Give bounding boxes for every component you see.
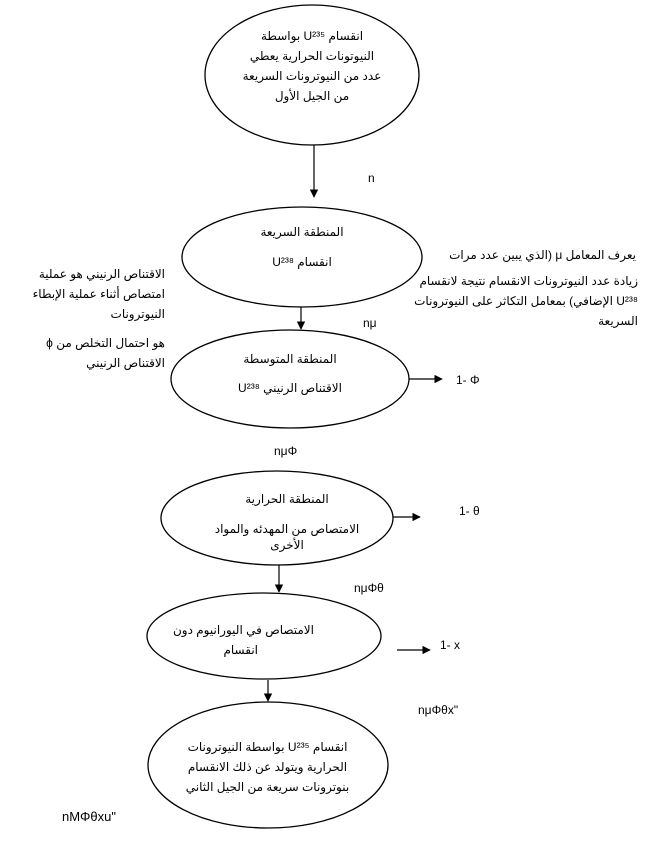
- node-2-title: المنطقة السريعة: [260, 225, 344, 239]
- note-resonance-capture: الاقتناص الرنيني هو عملية امتصاص أثناء عملية الإبطاء النيوترونات: [32, 267, 165, 321]
- node-second-generation-text: [160, 737, 375, 797]
- node-1-line-1: انقسام U²³⁵ بواسطة: [260, 29, 364, 43]
- label-n-mu-phi-theta-x: nμΦθx": [418, 703, 459, 717]
- node-uranium-absorption-text: [168, 620, 314, 660]
- note-mu-definition-1: يعرف المعامل μ (الذي يبين عدد مرات: [449, 248, 636, 262]
- label-n-mu: nμ: [363, 316, 377, 330]
- label-n: n: [368, 171, 375, 185]
- node-epithermal-region-text: [205, 349, 375, 398]
- label-uranium-loss: 1- x: [440, 638, 461, 652]
- node-4-body-2: الأخرى: [270, 538, 304, 552]
- node-1-line-4: من الجيل الأول: [274, 89, 350, 103]
- label-final: nMΦθxu": [62, 809, 117, 824]
- label-resonance-loss: 1- Φ: [456, 373, 480, 387]
- note-phi-definition: ϕ هو احتمال التخلص من الاقتناص الرنيني: [46, 336, 165, 370]
- label-n-mu-phi: nμΦ: [274, 444, 298, 458]
- node-5-line-2: انقسام: [223, 643, 258, 657]
- node-3-title: المنطقة المتوسطة: [243, 352, 337, 366]
- node-4-title: المنطقة الحرارية: [245, 492, 329, 506]
- node-6-line-3: بنوترونات سريعة من الجيل الثاني: [185, 780, 350, 794]
- note-mu-definition-2: زيادة عدد النيوترونات الانقسام نتيجة لانقسام U²³⁸ الإضافي) بمعامل التكاثر على النيوترونات السريعة: [414, 274, 638, 328]
- node-thermal-fission-u235-text: [212, 26, 412, 106]
- node-thermal-region-text: [187, 489, 387, 553]
- node-5-line-1: الامتصاص في اليورانيوم دون: [172, 623, 314, 637]
- node-3-body: الاقتناص الرنيني U²³⁸: [238, 381, 342, 395]
- node-4-body-1: الامتصاص من المهدئه والمواد: [214, 522, 360, 536]
- node-fast-region-text: [222, 222, 382, 272]
- node-6-line-1: انقسام U²³⁵ بواسطة النيوترونات: [187, 740, 348, 754]
- node-1-line-2: النيوتونات الحرارية يعطي: [249, 49, 375, 63]
- label-n-mu-phi-theta: nμΦθ: [354, 581, 384, 595]
- label-thermal-loss: 1- θ: [459, 504, 480, 518]
- node-2-body: انقسام U²³⁸: [272, 255, 332, 269]
- node-1-line-3: عدد من النيوترونات السريعة: [242, 69, 382, 83]
- node-6-line-2: الحرارية ويتولد عن ذلك الانقسام: [187, 760, 348, 774]
